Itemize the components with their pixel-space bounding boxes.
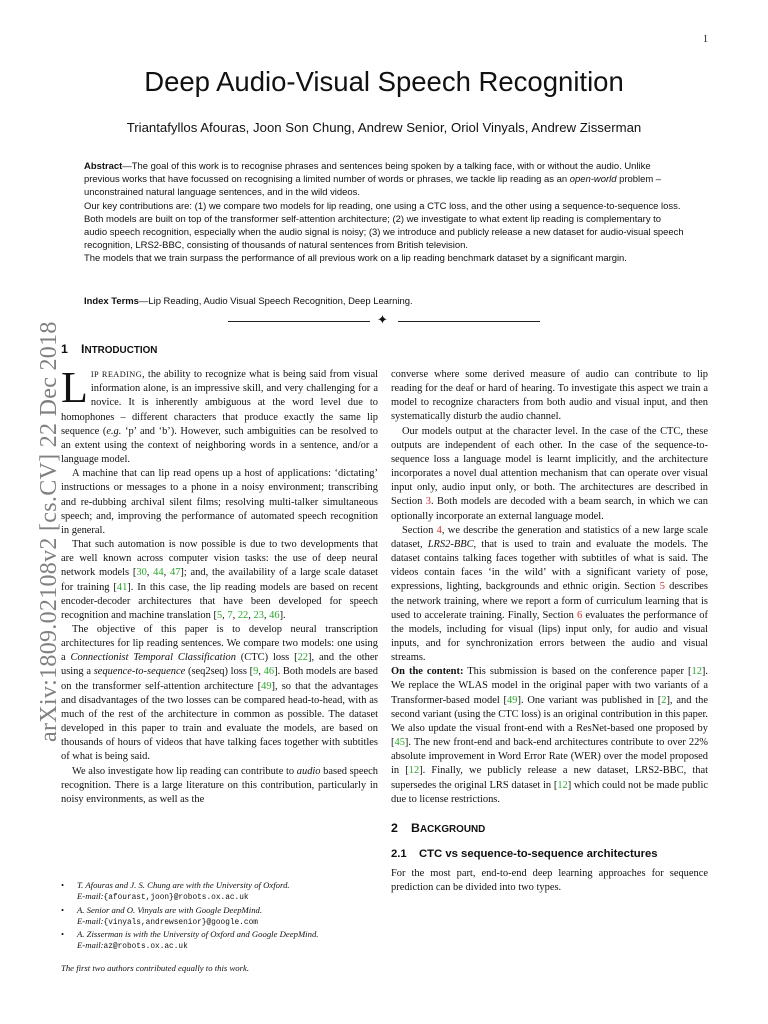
citation-link[interactable]: 47 bbox=[169, 567, 181, 579]
abstract-label: Abstract bbox=[84, 161, 123, 172]
intro-paragraph-4: The objective of this paper is to develop neural transcription architectures for lip reading sentences. We compare two models: one using a Connectionist Temporal Classification (CTC) loss [22], and the other using a sequence-to-sequence (seq2seq) loss [9, 46]. Both models are based on the transformer self-attention architecture [49], so that the advantages and disadvantages of the two losses can be compared head-to-head, with as much of the rest of the architecture in common as possible. The dataset developed in this paper to train and evaluate the models, are based on thousands of hours of videos that have talking faces together with subtitles of what is being said. bbox=[61, 623, 379, 763]
paper-title: Deep Audio-Visual Speech Recognition bbox=[144, 66, 624, 97]
background-paragraph-1: For the most part, end-to-end deep learning approaches for sequence prediction can be divided into two types. bbox=[391, 868, 708, 894]
intro-paragraph-2: A machine that can lip read opens up a host of applications: ‘dictating’ instructions or messages to a phone in a noisy environment; transcribing and re-dubbing archival silent films; resolving multi-talker simultaneous speech; and, improving the performance of automated speech recognition in general. bbox=[61, 468, 378, 536]
intro-paragraph-7: Our models output at the character level. In the case of the CTC, these outputs are independent of each other. In the case of the sequence-to-sequence loss a language model is learnt implicitly, and the architecture incorporates a novel dual attention mechanism that can operate over visual input only, audio input only, or both. The architectures are described in Section 3. Both models are decoded with a beam search, in which we can optionally incorporate an external language model. bbox=[391, 425, 708, 522]
intro-paragraph-1: LIP READING, the ability to recognize what is being said from visual information alone, is an impressive skill, and very challenging for a novice. It is inherently ambiguous at the word level due to homophones – different characters that produce exactly the same lip sequence (e.g. ‘p’ and ‘b’). However, such ambiguities can be resolved to an extent using the context of neighboring words in a sentence, and/or a language model. bbox=[61, 363, 379, 466]
citation-link[interactable]: 30 bbox=[136, 567, 147, 579]
section-link[interactable]: 5 bbox=[659, 581, 665, 593]
abstract-paragraph-2: Our key contributions are: (1) we compare two models for lip reading, one using a CTC loss, and the other using a sequence-to-sequence loss. Both models are built on top of the transformer self-attention architecture; (2) we investigate to what extent lip reading is complementary to audio speech recognition, especially when the audio signal is noisy; (3) we introduce and publicly release a new dataset for audio-visual speech recognition, LRS2-BBC, consisting of thousands of natural sentences from British television. bbox=[84, 200, 684, 252]
intro-paragraph-3: That such automation is now possible is due to two developments that are well known across computer vision tasks: the use of deep neural network models [30, 44, 47]; and, the availability of a large scale dataset for training [41]. In this case, the lip reading models are based on recent encoder-decoder architectures that have been developed for speech recognition and machine translation [5, 7, 22, 23, 46]. bbox=[61, 539, 379, 621]
index-terms-label: Index Terms bbox=[84, 296, 139, 307]
abstract bbox=[84, 160, 684, 266]
abstract-paragraph-3: The models that we train surpass the performance of all previous work on a lip reading benchmark dataset by a significant margin. bbox=[84, 253, 627, 265]
footnote-affiliation: • A. Senior and O. Vinyals are with Google DeepMind. E-mail:{vinyals,andrewsenior}@google.com bbox=[61, 904, 263, 927]
divider-line-left bbox=[228, 321, 370, 322]
divider-line-right bbox=[398, 321, 540, 322]
citation-link[interactable]: 22 bbox=[237, 609, 249, 621]
index-terms: Index Terms—Lip Reading, Audio Visual Speech Recognition, Deep Learning. bbox=[84, 296, 413, 307]
footnotes bbox=[61, 880, 378, 974]
content-note-paragraph: On the content: This submission is based on the conference paper [12]. We replace the WLAS model in the original paper with two variants of a Transformer-based model [49]. One variant was published in [2], and the second variant (using the CTC loss) is an original contribution in this paper. We also update the visual front-end with a ResNet-based one proposed by [45]. The new front-end and back-end architectures contribute to over 22% absolute improvement in Word Error Rate (WER) over the model proposed in [12]. Finally, we publicly release a new dataset, LRS2-BBC, that supersedes the original LRS dataset in [12] which could not be made public due to license restrictions. bbox=[391, 666, 709, 805]
arxiv-stamp: arXiv:1809.02108v2 [cs.CV] 22 Dec 2018 bbox=[36, 321, 62, 742]
citation-link[interactable]: 7 bbox=[227, 609, 233, 621]
bullet-icon: • bbox=[61, 904, 65, 915]
subsection-2-1-heading: 2.1 CTC vs sequence-to-sequence architectures bbox=[391, 848, 658, 860]
left-column bbox=[61, 342, 378, 807]
citation-link[interactable]: 2 bbox=[661, 694, 667, 706]
intro-paragraph-5: We also investigate how lip reading can contribute to audio based speech recognition. There is a large literature on this contribution, particularly in noisy environments, as well as the bbox=[61, 765, 378, 805]
citation-link[interactable]: 12 bbox=[691, 666, 702, 678]
email-address: az@robots.ox.ac.uk bbox=[103, 943, 188, 952]
citation-link[interactable]: 46 bbox=[263, 666, 275, 678]
divider-diamond-icon: ✦ bbox=[377, 313, 388, 328]
section-link[interactable]: 4 bbox=[436, 524, 442, 536]
citation-link[interactable]: 5 bbox=[216, 609, 223, 621]
intro-paragraph-6: converse where some derived measure of audio can contribute to lip reading for the deaf or hard of hearing. To investigate this aspect we train a model to recognize characters from both audio and visual input, and then systematically disturb the audio channel. bbox=[391, 369, 708, 423]
section-link[interactable]: 3 bbox=[425, 496, 431, 508]
footnote-equal-contribution: The first two authors contributed equally to this work. bbox=[61, 962, 249, 973]
email-address: {vinyals,andrewsenior}@google.com bbox=[103, 918, 258, 927]
intro-paragraph-8: Section 4, we describe the generation and statistics of a new large scale dataset, LRS2-BBC, that is used to train and evaluate the models. The dataset contains talking faces together with subtitles of what is said. The videos contain faces ‘in the wild’ with a significant variety of pose, expressions, lighting, backgrounds and ethnic origin. Section 5 describes the network training, where we report a form of curriculum learning that is used to accelerate training. Finally, Section 6 evaluates the performance of the models, including for visual (lips) input only, for audio and visual inputs, and for synchronization errors between the audio and visual streams. bbox=[391, 524, 709, 664]
citation-link[interactable]: 23 bbox=[253, 609, 264, 621]
citation-link[interactable]: 12 bbox=[557, 779, 568, 791]
footnote-affiliation: • A. Zisserman is with the University of Oxford and Google DeepMind. E-mail:az@robots.ox.ac.uk bbox=[61, 929, 319, 952]
bullet-icon: • bbox=[61, 880, 65, 890]
section-link[interactable]: 6 bbox=[577, 609, 583, 621]
citation-link[interactable]: 49 bbox=[261, 680, 272, 692]
citation-link[interactable]: 9 bbox=[253, 666, 259, 678]
citation-link[interactable]: 41 bbox=[116, 581, 128, 593]
author-list: Triantafyllos Afouras, Joon Son Chung, Andrew Senior, Oriol Vinyals, Andrew Zisserman bbox=[126, 120, 642, 135]
citation-link[interactable]: 44 bbox=[153, 567, 164, 579]
section-1-heading: 1 INTRODUCTION bbox=[61, 342, 158, 356]
citation-link[interactable]: 46 bbox=[269, 609, 280, 621]
content-note-label: On the content: bbox=[391, 666, 464, 678]
email-address: {afourast,joon}@robots.ox.ac.uk bbox=[103, 894, 249, 903]
citation-link[interactable]: 49 bbox=[507, 694, 518, 706]
citation-link[interactable]: 22 bbox=[297, 652, 308, 664]
abstract-paragraph-1: Abstract—The goal of this work is to recognise phrases and sentences being spoken by a talking face, with or without the audio. Unlike previous works that have focussed on recognising a limited number of words or phrases, we tackle lip reading as an open-world problem – unconstrained natural language sentences, and in the wild videos. bbox=[84, 161, 662, 199]
bullet-icon: • bbox=[61, 929, 65, 940]
section-2-heading: 2 BACKGROUND bbox=[391, 820, 486, 835]
drop-cap: L bbox=[61, 363, 88, 413]
citation-link[interactable]: 45 bbox=[394, 737, 405, 749]
page-number: 1 bbox=[703, 34, 708, 45]
right-column bbox=[391, 368, 708, 895]
footnote-affiliation: • T. Afouras and J. S. Chung are with the University of Oxford. E-mail:{afourast,joon}@robots.ox.ac.uk bbox=[61, 880, 290, 903]
citation-link[interactable]: 12 bbox=[408, 765, 420, 777]
